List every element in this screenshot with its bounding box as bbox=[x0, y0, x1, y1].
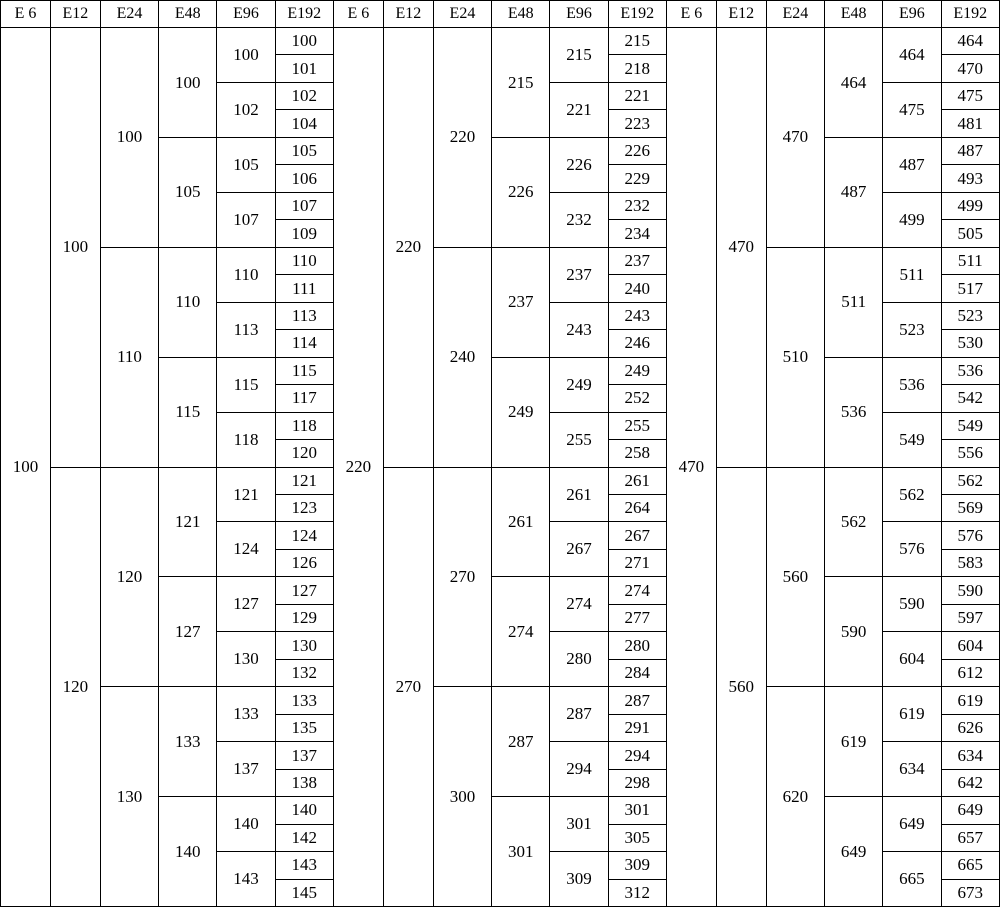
value-cell-e96: 576 bbox=[883, 522, 941, 577]
value-cell-e192: 252 bbox=[608, 385, 666, 412]
value-cell-e192: 634 bbox=[941, 742, 999, 769]
value-cell-e24: 620 bbox=[766, 687, 824, 907]
table-row bbox=[1, 687, 1000, 714]
value-cell-e192: 115 bbox=[275, 357, 333, 384]
table-row bbox=[1, 247, 1000, 274]
column-header: E96 bbox=[550, 1, 608, 28]
value-cell-e96: 107 bbox=[217, 192, 275, 247]
value-cell-e192: 673 bbox=[941, 879, 999, 906]
value-cell-e192: 246 bbox=[608, 330, 666, 357]
value-cell-e192: 464 bbox=[941, 28, 999, 55]
value-cell-e192: 583 bbox=[941, 549, 999, 576]
value-cell-e192: 590 bbox=[941, 577, 999, 604]
value-cell-e96: 634 bbox=[883, 742, 941, 797]
column-header: E 6 bbox=[333, 1, 383, 28]
value-cell-e48: 100 bbox=[159, 28, 217, 138]
value-cell-e96: 137 bbox=[217, 742, 275, 797]
value-cell-e192: 481 bbox=[941, 110, 999, 137]
value-cell-e96: 115 bbox=[217, 357, 275, 412]
value-cell-e48: 215 bbox=[492, 28, 550, 138]
table-body bbox=[1, 28, 1000, 907]
value-cell-e48: 127 bbox=[159, 577, 217, 687]
value-cell-e48: 261 bbox=[492, 467, 550, 577]
value-cell-e6: 100 bbox=[1, 28, 51, 907]
value-cell-e6: 220 bbox=[333, 28, 383, 907]
value-cell-e96: 523 bbox=[883, 302, 941, 357]
value-cell-e192: 249 bbox=[608, 357, 666, 384]
value-cell-e192: 305 bbox=[608, 824, 666, 851]
value-cell-e96: 232 bbox=[550, 192, 608, 247]
column-header: E24 bbox=[766, 1, 824, 28]
value-cell-e96: 255 bbox=[550, 412, 608, 467]
value-cell-e192: 127 bbox=[275, 577, 333, 604]
column-header: E 6 bbox=[666, 1, 716, 28]
value-cell-e192: 604 bbox=[941, 632, 999, 659]
value-cell-e192: 123 bbox=[275, 494, 333, 521]
value-cell-e192: 140 bbox=[275, 797, 333, 824]
value-cell-e192: 240 bbox=[608, 275, 666, 302]
value-cell-e96: 274 bbox=[550, 577, 608, 632]
value-cell-e96: 221 bbox=[550, 82, 608, 137]
value-cell-e192: 287 bbox=[608, 687, 666, 714]
value-cell-e192: 255 bbox=[608, 412, 666, 439]
value-cell-e96: 130 bbox=[217, 632, 275, 687]
value-cell-e192: 569 bbox=[941, 494, 999, 521]
value-cell-e192: 218 bbox=[608, 55, 666, 82]
value-cell-e96: 590 bbox=[883, 577, 941, 632]
value-cell-e24: 300 bbox=[433, 687, 491, 907]
value-cell-e24: 220 bbox=[433, 28, 491, 248]
value-cell-e12: 470 bbox=[716, 28, 766, 468]
value-cell-e24: 470 bbox=[766, 28, 824, 248]
value-cell-e48: 562 bbox=[825, 467, 883, 577]
value-cell-e192: 291 bbox=[608, 714, 666, 741]
value-cell-e24: 240 bbox=[433, 247, 491, 467]
column-header: E192 bbox=[941, 1, 999, 28]
value-cell-e24: 270 bbox=[433, 467, 491, 687]
value-cell-e24: 560 bbox=[766, 467, 824, 687]
value-cell-e192: 111 bbox=[275, 275, 333, 302]
column-header: E24 bbox=[100, 1, 158, 28]
value-cell-e192: 657 bbox=[941, 824, 999, 851]
value-cell-e192: 135 bbox=[275, 714, 333, 741]
value-cell-e192: 105 bbox=[275, 137, 333, 164]
value-cell-e192: 294 bbox=[608, 742, 666, 769]
value-cell-e96: 475 bbox=[883, 82, 941, 137]
value-cell-e192: 511 bbox=[941, 247, 999, 274]
value-cell-e12: 270 bbox=[383, 467, 433, 907]
value-cell-e96: 133 bbox=[217, 687, 275, 742]
table-header-row bbox=[1, 1, 1000, 28]
value-cell-e48: 301 bbox=[492, 797, 550, 907]
value-cell-e96: 143 bbox=[217, 852, 275, 907]
value-cell-e192: 114 bbox=[275, 330, 333, 357]
value-cell-e192: 626 bbox=[941, 714, 999, 741]
value-cell-e48: 121 bbox=[159, 467, 217, 577]
value-cell-e48: 536 bbox=[825, 357, 883, 467]
value-cell-e12: 100 bbox=[50, 28, 100, 468]
value-cell-e192: 138 bbox=[275, 769, 333, 796]
value-cell-e192: 309 bbox=[608, 852, 666, 879]
value-cell-e192: 121 bbox=[275, 467, 333, 494]
value-cell-e192: 475 bbox=[941, 82, 999, 109]
column-header: E48 bbox=[159, 1, 217, 28]
value-cell-e12: 560 bbox=[716, 467, 766, 907]
value-cell-e96: 110 bbox=[217, 247, 275, 302]
value-cell-e192: 102 bbox=[275, 82, 333, 109]
value-cell-e192: 542 bbox=[941, 385, 999, 412]
value-cell-e192: 243 bbox=[608, 302, 666, 329]
value-cell-e192: 101 bbox=[275, 55, 333, 82]
value-cell-e192: 223 bbox=[608, 110, 666, 137]
value-cell-e192: 132 bbox=[275, 659, 333, 686]
value-cell-e96: 665 bbox=[883, 852, 941, 907]
column-header: E48 bbox=[492, 1, 550, 28]
column-header: E 6 bbox=[1, 1, 51, 28]
table-row bbox=[1, 28, 1000, 55]
value-cell-e96: 113 bbox=[217, 302, 275, 357]
value-cell-e96: 105 bbox=[217, 137, 275, 192]
value-cell-e192: 277 bbox=[608, 604, 666, 631]
value-cell-e48: 487 bbox=[825, 137, 883, 247]
value-cell-e48: 140 bbox=[159, 797, 217, 907]
value-cell-e192: 597 bbox=[941, 604, 999, 631]
value-cell-e192: 612 bbox=[941, 659, 999, 686]
value-cell-e96: 604 bbox=[883, 632, 941, 687]
column-header: E48 bbox=[825, 1, 883, 28]
value-cell-e192: 271 bbox=[608, 549, 666, 576]
value-cell-e96: 464 bbox=[883, 28, 941, 83]
value-cell-e48: 619 bbox=[825, 687, 883, 797]
value-cell-e192: 312 bbox=[608, 879, 666, 906]
value-cell-e192: 129 bbox=[275, 604, 333, 631]
value-cell-e48: 287 bbox=[492, 687, 550, 797]
value-cell-e192: 665 bbox=[941, 852, 999, 879]
value-cell-e6: 470 bbox=[666, 28, 716, 907]
value-cell-e96: 261 bbox=[550, 467, 608, 522]
value-cell-e48: 590 bbox=[825, 577, 883, 687]
value-cell-e192: 117 bbox=[275, 385, 333, 412]
value-cell-e192: 107 bbox=[275, 192, 333, 219]
value-cell-e12: 220 bbox=[383, 28, 433, 468]
value-cell-e192: 499 bbox=[941, 192, 999, 219]
value-cell-e192: 104 bbox=[275, 110, 333, 137]
value-cell-e96: 237 bbox=[550, 247, 608, 302]
value-cell-e192: 556 bbox=[941, 440, 999, 467]
value-cell-e192: 110 bbox=[275, 247, 333, 274]
value-cell-e24: 110 bbox=[100, 247, 158, 467]
value-cell-e192: 120 bbox=[275, 440, 333, 467]
value-cell-e96: 124 bbox=[217, 522, 275, 577]
value-cell-e96: 102 bbox=[217, 82, 275, 137]
value-cell-e192: 130 bbox=[275, 632, 333, 659]
column-header: E24 bbox=[433, 1, 491, 28]
value-cell-e96: 309 bbox=[550, 852, 608, 907]
value-cell-e48: 464 bbox=[825, 28, 883, 138]
value-cell-e192: 118 bbox=[275, 412, 333, 439]
value-cell-e96: 536 bbox=[883, 357, 941, 412]
value-cell-e192: 109 bbox=[275, 220, 333, 247]
value-cell-e192: 536 bbox=[941, 357, 999, 384]
value-cell-e192: 221 bbox=[608, 82, 666, 109]
value-cell-e192: 517 bbox=[941, 275, 999, 302]
value-cell-e48: 274 bbox=[492, 577, 550, 687]
value-cell-e192: 229 bbox=[608, 165, 666, 192]
value-cell-e96: 243 bbox=[550, 302, 608, 357]
value-cell-e192: 142 bbox=[275, 824, 333, 851]
value-cell-e24: 510 bbox=[766, 247, 824, 467]
value-cell-e24: 100 bbox=[100, 28, 158, 248]
value-cell-e96: 487 bbox=[883, 137, 941, 192]
value-cell-e192: 226 bbox=[608, 137, 666, 164]
value-cell-e96: 562 bbox=[883, 467, 941, 522]
column-header: E96 bbox=[883, 1, 941, 28]
value-cell-e192: 215 bbox=[608, 28, 666, 55]
value-cell-e192: 642 bbox=[941, 769, 999, 796]
value-cell-e192: 562 bbox=[941, 467, 999, 494]
value-cell-e192: 649 bbox=[941, 797, 999, 824]
column-header: E12 bbox=[50, 1, 100, 28]
value-cell-e192: 258 bbox=[608, 440, 666, 467]
column-header: E192 bbox=[608, 1, 666, 28]
column-header: E12 bbox=[383, 1, 433, 28]
value-cell-e192: 523 bbox=[941, 302, 999, 329]
value-cell-e96: 649 bbox=[883, 797, 941, 852]
column-header: E96 bbox=[217, 1, 275, 28]
value-cell-e96: 100 bbox=[217, 28, 275, 83]
value-cell-e192: 237 bbox=[608, 247, 666, 274]
value-cell-e192: 232 bbox=[608, 192, 666, 219]
value-cell-e96: 301 bbox=[550, 797, 608, 852]
value-cell-e48: 133 bbox=[159, 687, 217, 797]
value-cell-e192: 549 bbox=[941, 412, 999, 439]
value-cell-e48: 511 bbox=[825, 247, 883, 357]
value-cell-e96: 215 bbox=[550, 28, 608, 83]
value-cell-e48: 105 bbox=[159, 137, 217, 247]
value-cell-e192: 576 bbox=[941, 522, 999, 549]
value-cell-e192: 137 bbox=[275, 742, 333, 769]
value-cell-e192: 113 bbox=[275, 302, 333, 329]
value-cell-e192: 280 bbox=[608, 632, 666, 659]
value-cell-e192: 234 bbox=[608, 220, 666, 247]
value-cell-e192: 264 bbox=[608, 494, 666, 521]
value-cell-e48: 115 bbox=[159, 357, 217, 467]
value-cell-e96: 511 bbox=[883, 247, 941, 302]
value-cell-e192: 126 bbox=[275, 549, 333, 576]
value-cell-e24: 130 bbox=[100, 687, 158, 907]
value-cell-e96: 287 bbox=[550, 687, 608, 742]
value-cell-e96: 499 bbox=[883, 192, 941, 247]
column-header: E12 bbox=[716, 1, 766, 28]
value-cell-e24: 120 bbox=[100, 467, 158, 687]
value-cell-e48: 237 bbox=[492, 247, 550, 357]
value-cell-e192: 470 bbox=[941, 55, 999, 82]
value-cell-e192: 284 bbox=[608, 659, 666, 686]
value-cell-e48: 110 bbox=[159, 247, 217, 357]
value-cell-e96: 294 bbox=[550, 742, 608, 797]
value-cell-e192: 298 bbox=[608, 769, 666, 796]
value-cell-e96: 127 bbox=[217, 577, 275, 632]
value-cell-e192: 124 bbox=[275, 522, 333, 549]
value-cell-e48: 249 bbox=[492, 357, 550, 467]
value-cell-e96: 619 bbox=[883, 687, 941, 742]
table-row bbox=[1, 467, 1000, 494]
value-cell-e192: 487 bbox=[941, 137, 999, 164]
value-cell-e192: 301 bbox=[608, 797, 666, 824]
value-cell-e96: 118 bbox=[217, 412, 275, 467]
value-cell-e192: 493 bbox=[941, 165, 999, 192]
value-cell-e96: 267 bbox=[550, 522, 608, 577]
value-cell-e192: 274 bbox=[608, 577, 666, 604]
value-cell-e192: 145 bbox=[275, 879, 333, 906]
value-cell-e192: 143 bbox=[275, 852, 333, 879]
value-cell-e192: 505 bbox=[941, 220, 999, 247]
value-cell-e96: 249 bbox=[550, 357, 608, 412]
value-cell-e96: 280 bbox=[550, 632, 608, 687]
value-cell-e192: 133 bbox=[275, 687, 333, 714]
value-cell-e192: 106 bbox=[275, 165, 333, 192]
value-cell-e96: 226 bbox=[550, 137, 608, 192]
value-cell-e192: 530 bbox=[941, 330, 999, 357]
value-cell-e96: 140 bbox=[217, 797, 275, 852]
column-header: E192 bbox=[275, 1, 333, 28]
value-cell-e96: 121 bbox=[217, 467, 275, 522]
value-cell-e192: 261 bbox=[608, 467, 666, 494]
value-cell-e192: 619 bbox=[941, 687, 999, 714]
value-cell-e192: 100 bbox=[275, 28, 333, 55]
value-cell-e48: 226 bbox=[492, 137, 550, 247]
value-cell-e48: 649 bbox=[825, 797, 883, 907]
value-cell-e12: 120 bbox=[50, 467, 100, 907]
value-cell-e192: 267 bbox=[608, 522, 666, 549]
value-cell-e96: 549 bbox=[883, 412, 941, 467]
